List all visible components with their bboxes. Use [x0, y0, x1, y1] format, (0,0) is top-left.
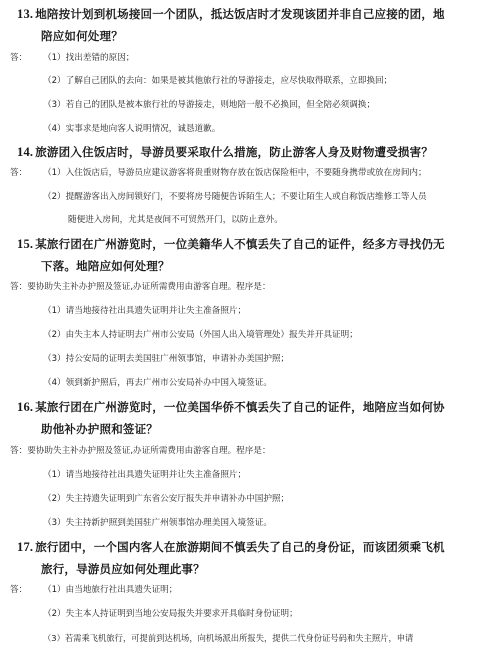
question-text: 某旅行团在广州游览时，一位美籍华人不慎丢失了自己的证件，经多方寻找仍无 [35, 237, 445, 251]
answer-line: 随便进入房间，尤其是夜间不可贸然开门，以防止意外。 [68, 215, 283, 225]
question-text-cont: 助他补办护照和签证？ [41, 422, 158, 436]
answer-line: （1）入住饭店后，导游员应建议游客将贵重财物存放在饭店保险柜中，不要随身携带或放在房间内； [43, 168, 427, 178]
question-text: 旅游团入住饭店时，导游员要采取什么措施，防止游客人身及财物遭受损害？ [35, 145, 434, 159]
question-number: 13. [17, 7, 34, 21]
question-number: 16. [17, 400, 34, 414]
answer-line: （2）失主持遗失证明到广东省公安厅报失并申请补办中国护照； [43, 494, 290, 504]
question-13 [17, 3, 479, 47]
answer-intro: 答：要协助失主补办护照及签证,办证所需费用由游客自理。程序是： [10, 282, 271, 292]
question-text-cont: 下落。地陪应如何处理？ [41, 259, 170, 273]
answer-line: （1）请当地接待社出具遗失证明并让失主准备照片； [43, 470, 247, 480]
answer-line: （2）提醒游客出入房间锁好门，不要将房号随便告诉陌生人；不要让陌生人或自称饭店维修工等人员 [43, 192, 427, 202]
answer-line: （3）若需乘飞机旅行，可提前到达机场，向机场派出所报失，提供二代身份证号码和失主照片，申请 [43, 633, 414, 643]
answer-line: （3）持公安局的证明去美国驻广州领事馆，申请补办美国护照； [43, 354, 290, 364]
question-14 [17, 141, 479, 163]
answer-line: （2）了解自己团队的去向：如果是被其他旅行社的导游接走，应尽快取得联系，立即换回； [43, 76, 393, 86]
question-17 [17, 536, 479, 580]
answer-line: （1）由当地旅行社出具遗失证明； [43, 585, 178, 595]
answer-line: （4）领到新护照后，再去广州市公安局补办中国入境签证。 [43, 378, 272, 388]
question-number: 17. [17, 540, 34, 554]
question-text: 旅行团中，一个国内客人在旅游期间不慎丢失了自己的身份证，而该团须乘飞机 [35, 540, 445, 554]
answer-line: （2）失主本人持证明到当地公安局报失并要求开具临时身份证明； [43, 609, 298, 619]
question-text: 某旅行团在广州游览时，一位美国华侨不慎丢失了自己的证件，地陪应当如何协 [35, 400, 445, 414]
answer-line: （1）找出差错的原因； [43, 53, 135, 63]
answer-label: 答： [10, 53, 28, 63]
question-number: 14. [17, 145, 34, 159]
question-16 [17, 396, 479, 440]
answer-line: （2）由失主本人持证明去广州市公安局（外国人出入境管理处）报失并开具证明； [43, 330, 358, 340]
question-15 [17, 233, 479, 277]
answer-label: 答： [10, 585, 28, 595]
answer-line: （3）失主持新护照到美国驻广州领事馆办理美国入境签证。 [43, 518, 272, 528]
question-text-cont: 陪应如何处理？ [41, 29, 123, 43]
question-number: 15. [17, 237, 34, 251]
answer-intro: 答：要协助失主补办护照及签证,办证所需费用由游客自理。程序是： [10, 446, 271, 456]
answer-line: （4）实事求是地向客人说明情况，诚恳道歉。 [43, 124, 221, 134]
question-text-cont: 旅行，导游员应如何处理此事？ [41, 562, 205, 576]
answer-line: （3）若自己的团队是被本旅行社的导游接走，则地陪一般不必换回，但全陪必须调换； [43, 100, 376, 110]
answer-line: （1）请当地接待社出具遗失证明并让失主准备照片； [43, 306, 247, 316]
answer-label: 答： [10, 168, 28, 178]
question-text: 地陪按计划到机场接回一个团队，抵达饭店时才发现该团并非自己应接的团，地 [35, 7, 445, 21]
